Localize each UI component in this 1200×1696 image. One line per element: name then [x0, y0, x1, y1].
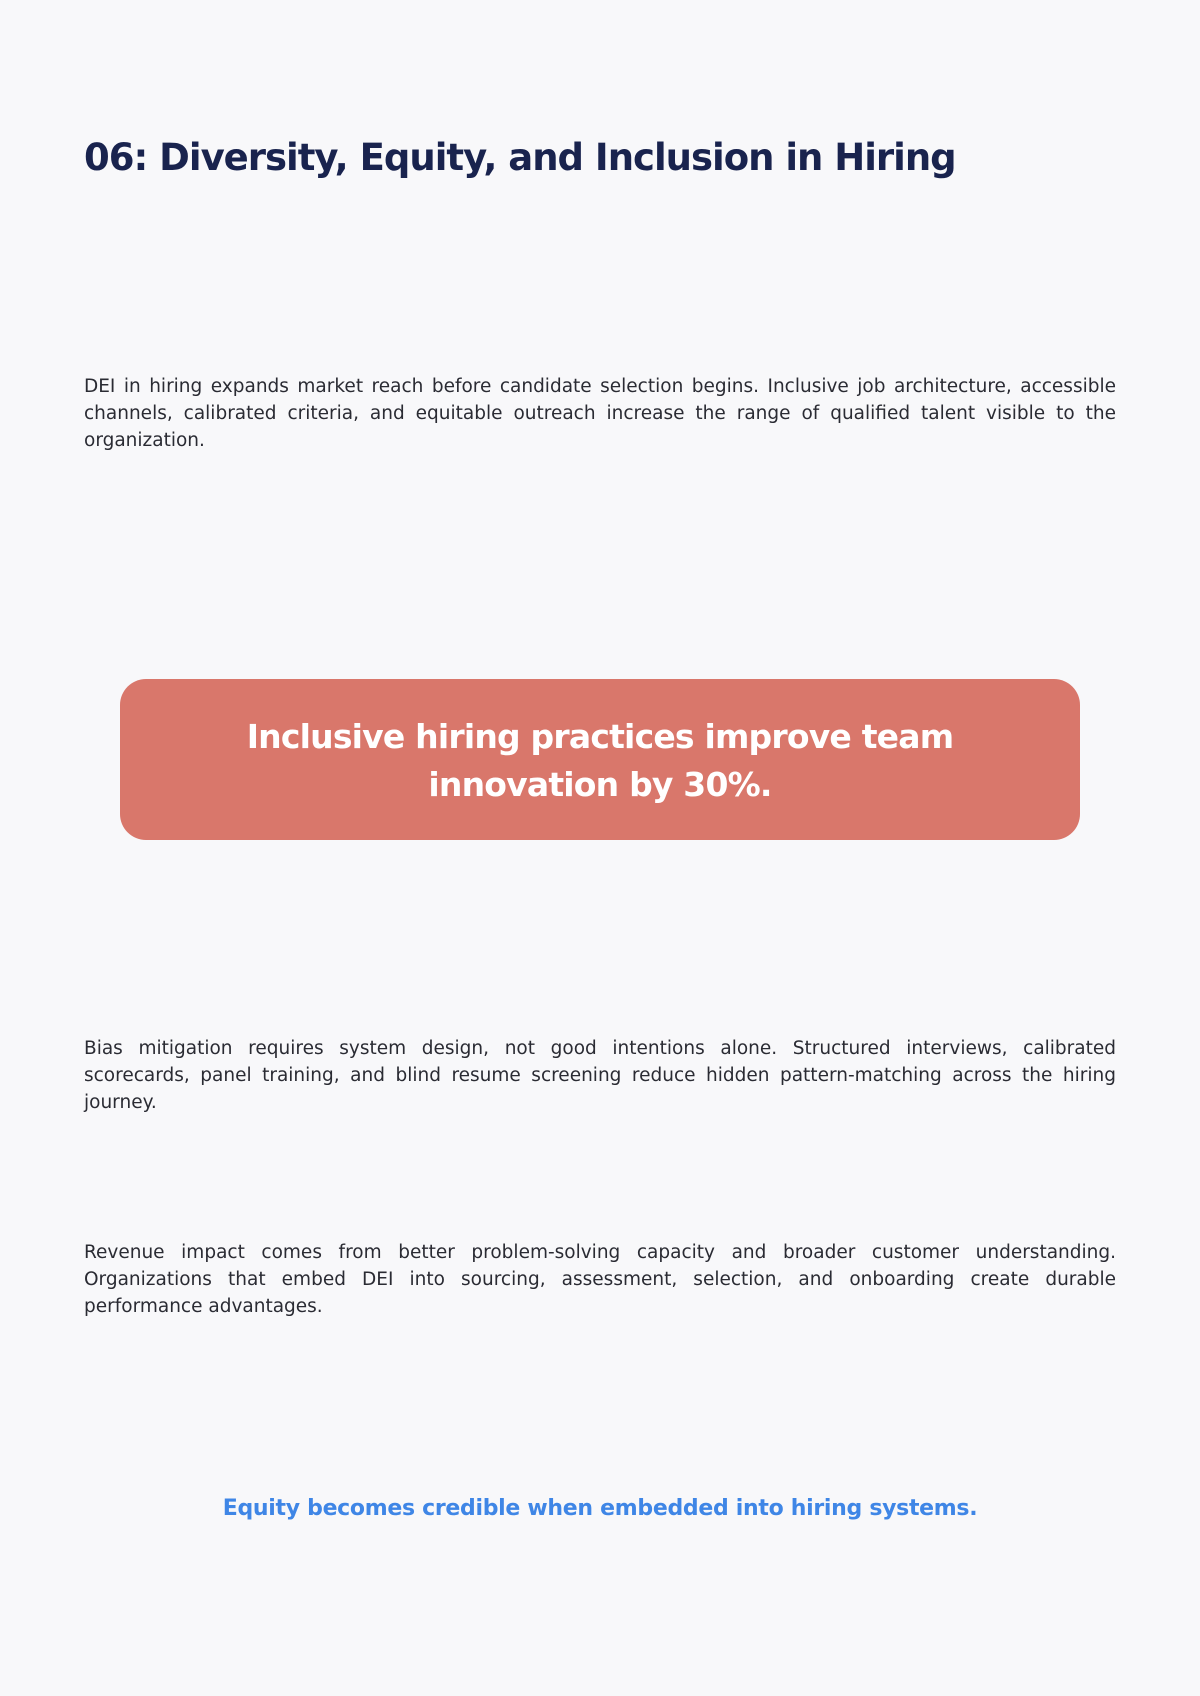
closing-statement: Equity becomes credible when embedded into hiring systems.: [222, 1496, 978, 1521]
intro-paragraph: DEI in hiring expands market reach before candidate selection begins. Inclusive job architecture, accessible channels, calibrated criteria, and equitable outreach increase the range of qualified talent visible to the organization.: [84, 376, 1116, 451]
highlight-callout-text: Inclusive hiring practices improve team innovation by 30%.: [246, 717, 954, 804]
revenue-impact-paragraph: Revenue impact comes from better problem-solving capacity and broader customer understanding. Organizations that embed DEI into sourcing, assessment, selection, and onboarding create durable performance advantages.: [84, 1242, 1116, 1317]
page-title: 06: Diversity, Equity, and Inclusion in Hiring: [84, 136, 956, 179]
bias-mitigation-paragraph: Bias mitigation requires system design, not good intentions alone. Structured interviews, calibrated scorecards, panel training, and blind resume screening reduce hidden pattern-matching across the hiring journey.: [84, 1038, 1116, 1113]
highlight-callout: [120, 679, 1080, 840]
